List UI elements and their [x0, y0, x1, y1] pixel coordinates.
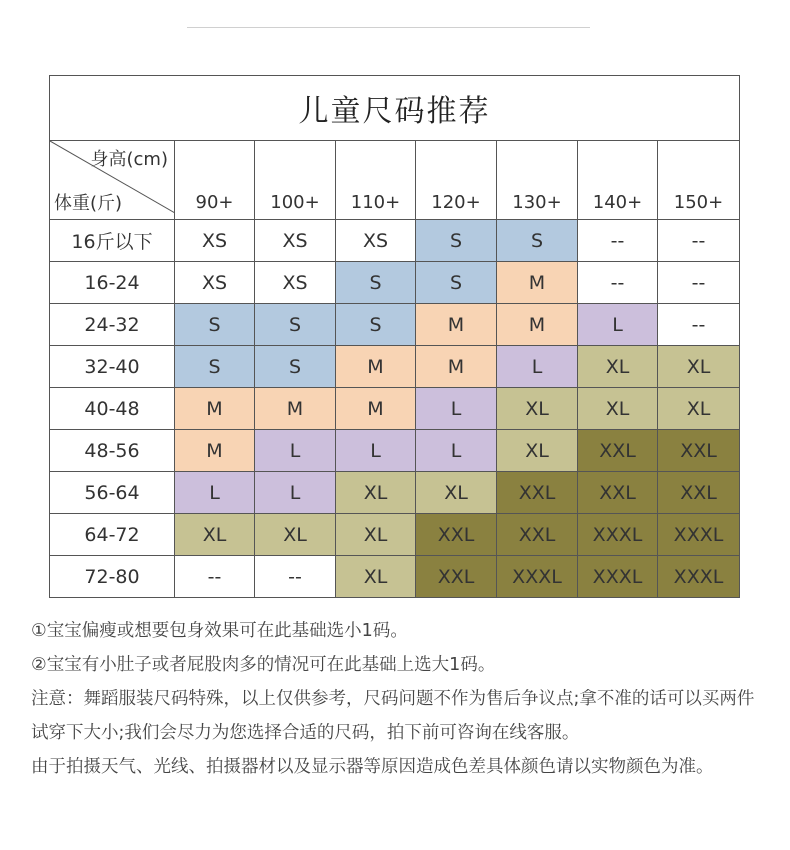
- size-cell: S: [175, 304, 255, 346]
- weight-row-label: 48-56: [50, 430, 175, 472]
- size-cell: XS: [175, 262, 255, 304]
- size-cell: XS: [255, 220, 336, 262]
- table-row: [50, 472, 740, 514]
- size-chart-table: [49, 75, 740, 598]
- size-cell: S: [336, 262, 416, 304]
- size-cell: M: [416, 346, 497, 388]
- note-line: 由于拍摄天气、光线、拍摄器材以及显示器等原因造成色差具体颜色请以实物颜色为准。: [31, 757, 714, 777]
- height-col-header: 140+: [578, 141, 658, 220]
- note-line: ②宝宝有小肚子或者屁股肉多的情况可在此基础上选大1码。: [31, 655, 496, 675]
- size-cell: M: [175, 430, 255, 472]
- size-cell: XL: [336, 472, 416, 514]
- size-cell: M: [336, 388, 416, 430]
- size-cell: XL: [578, 388, 658, 430]
- table-row: [50, 514, 740, 556]
- size-cell: XL: [658, 388, 740, 430]
- size-cell: XXXL: [658, 556, 740, 598]
- size-cell: --: [658, 262, 740, 304]
- height-header-row: [50, 141, 740, 220]
- size-cell: S: [416, 262, 497, 304]
- height-col-header: 100+: [255, 141, 336, 220]
- size-cell: M: [497, 304, 578, 346]
- size-cell: XXXL: [497, 556, 578, 598]
- note-line: 注意：舞蹈服装尺码特殊，以上仅供参考，尺码问题不作为售后争议点;拿不准的话可以买两件试穿下大小;我们会尽力为您选择合适的尺码，拍下前可咨询在线客服。: [31, 689, 755, 743]
- size-cell: XS: [175, 220, 255, 262]
- weight-row-label: 32-40: [50, 346, 175, 388]
- size-cell: M: [497, 262, 578, 304]
- size-cell: S: [175, 346, 255, 388]
- table-row: [50, 346, 740, 388]
- size-cell: XL: [336, 514, 416, 556]
- top-divider: [187, 27, 590, 28]
- size-cell: XL: [497, 430, 578, 472]
- size-cell: M: [255, 388, 336, 430]
- weight-row-label: 64-72: [50, 514, 175, 556]
- size-cell: XL: [175, 514, 255, 556]
- size-cell: L: [255, 430, 336, 472]
- size-cell: --: [658, 304, 740, 346]
- size-cell: XL: [416, 472, 497, 514]
- table-row: [50, 388, 740, 430]
- size-cell: XXXL: [578, 556, 658, 598]
- size-cell: XXL: [497, 514, 578, 556]
- size-cell: XS: [255, 262, 336, 304]
- height-col-header: 130+: [497, 141, 578, 220]
- size-cell: M: [336, 346, 416, 388]
- size-cell: XXL: [416, 514, 497, 556]
- weight-row-label: 16-24: [50, 262, 175, 304]
- weight-axis-label: 体重(斤): [54, 193, 123, 214]
- weight-row-label: 72-80: [50, 556, 175, 598]
- table-row: [50, 556, 740, 598]
- size-cell: XL: [497, 388, 578, 430]
- size-cell: XXL: [578, 472, 658, 514]
- table-row: [50, 304, 740, 346]
- size-cell: XL: [658, 346, 740, 388]
- size-cell: L: [175, 472, 255, 514]
- height-axis-label: 身高(cm): [90, 149, 168, 170]
- size-cell: XL: [336, 556, 416, 598]
- weight-row-label: 40-48: [50, 388, 175, 430]
- size-cell: S: [416, 220, 497, 262]
- size-cell: S: [497, 220, 578, 262]
- table-row: [50, 262, 740, 304]
- size-cell: XXL: [658, 430, 740, 472]
- size-cell: XXL: [578, 430, 658, 472]
- height-col-header: 150+: [658, 141, 740, 220]
- size-cell: L: [416, 388, 497, 430]
- size-cell: XXL: [497, 472, 578, 514]
- size-cell: L: [578, 304, 658, 346]
- size-cell: XL: [578, 346, 658, 388]
- size-cell: L: [416, 430, 497, 472]
- size-cell: L: [497, 346, 578, 388]
- size-cell: --: [578, 262, 658, 304]
- note-line: ①宝宝偏瘦或想要包身效果可在此基础选小1码。: [31, 621, 408, 641]
- size-cell: XL: [255, 514, 336, 556]
- size-cell: --: [658, 220, 740, 262]
- size-cell: L: [336, 430, 416, 472]
- size-cell: S: [255, 346, 336, 388]
- size-cell: XXXL: [658, 514, 740, 556]
- size-cell: XXXL: [578, 514, 658, 556]
- size-cell: XS: [336, 220, 416, 262]
- height-col-header: 90+: [175, 141, 255, 220]
- size-cell: S: [336, 304, 416, 346]
- size-cell: M: [416, 304, 497, 346]
- weight-row-label: 56-64: [50, 472, 175, 514]
- weight-row-label: 16斤以下: [50, 220, 175, 262]
- weight-row-label: 24-32: [50, 304, 175, 346]
- size-cell: --: [255, 556, 336, 598]
- height-col-header: 110+: [336, 141, 416, 220]
- corner-header-cell: [50, 141, 175, 220]
- size-notes: [31, 614, 771, 784]
- size-cell: --: [578, 220, 658, 262]
- size-cell: L: [255, 472, 336, 514]
- table-row: [50, 430, 740, 472]
- chart-title: 儿童尺码推荐: [50, 76, 740, 141]
- size-cell: XXL: [658, 472, 740, 514]
- table-row: [50, 220, 740, 262]
- size-cell: --: [175, 556, 255, 598]
- size-cell: M: [175, 388, 255, 430]
- height-col-header: 120+: [416, 141, 497, 220]
- size-cell: XXL: [416, 556, 497, 598]
- size-cell: S: [255, 304, 336, 346]
